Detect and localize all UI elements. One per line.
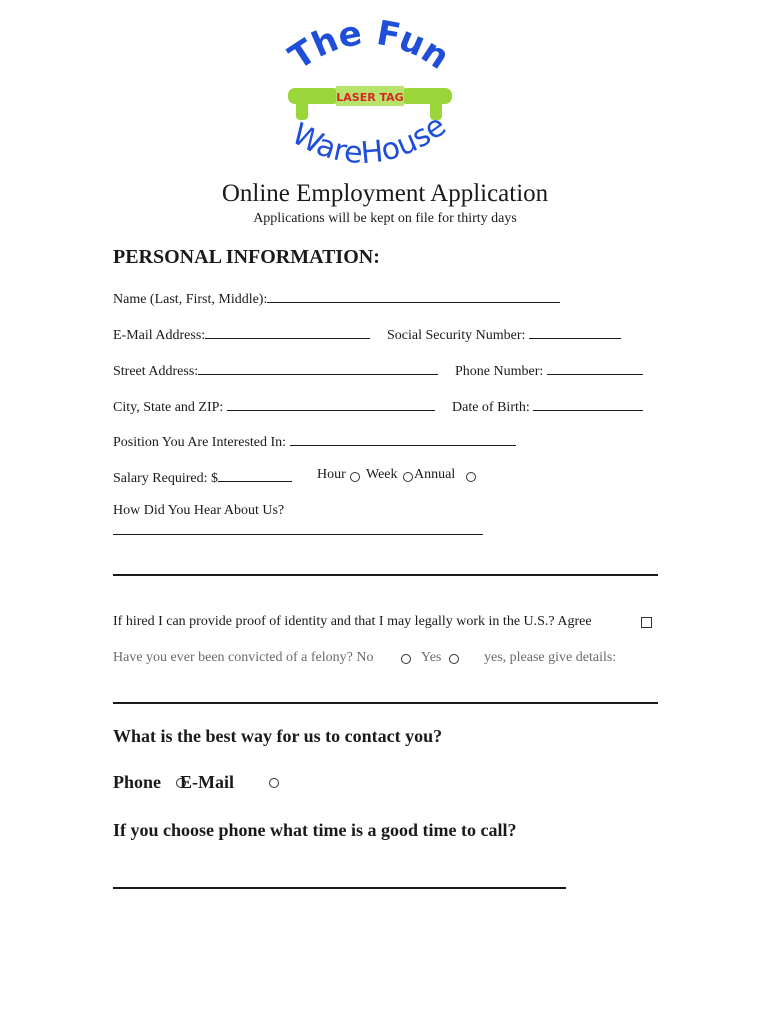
contact-question: What is the best way for us to contact you?	[113, 726, 443, 746]
street-row	[113, 360, 438, 380]
felony-no-radio[interactable]	[401, 654, 411, 664]
felony-yes-radio[interactable]	[449, 654, 459, 664]
email-row	[113, 324, 370, 344]
personal-info-heading: PERSONAL INFORMATION:	[113, 246, 380, 268]
hour-radio[interactable]	[350, 472, 360, 482]
dob-row	[452, 396, 643, 416]
email-field[interactable]	[205, 324, 370, 339]
dob-label: Date of Birth:	[452, 400, 530, 415]
position-row	[113, 431, 516, 451]
page-title: Online Employment Application	[221, 180, 549, 207]
logo-badge: LASER TAG	[336, 91, 404, 104]
page-subtitle: Applications will be kept on file for thirty days	[253, 211, 517, 226]
name-label: Name (Last, First, Middle):	[113, 292, 268, 307]
annual-label: Annual	[414, 467, 456, 482]
name-field[interactable]	[267, 288, 560, 303]
street-field[interactable]	[198, 360, 438, 375]
week-radio[interactable]	[403, 472, 413, 482]
city-row	[113, 396, 435, 416]
email-label: E-Mail Address:	[113, 328, 206, 343]
ssn-label: Social Security Number:	[387, 328, 526, 343]
name-row	[113, 288, 560, 308]
salary-row	[113, 467, 292, 487]
laser-tag-logo-graphic	[270, 20, 470, 190]
salary-field[interactable]	[218, 467, 292, 482]
phone-field[interactable]	[547, 360, 643, 375]
section-divider	[113, 702, 658, 704]
proof-label: If hired I can provide proof of identity and that I may legally work in the U.S.? Agree	[113, 614, 592, 629]
city-field[interactable]	[227, 396, 435, 411]
logo-line1: The Fun	[281, 20, 457, 78]
call-time-question: If you choose phone what time is a good time to call?	[113, 820, 517, 840]
street-label: Street Address:	[113, 364, 199, 379]
felony-yes-label: Yes	[421, 650, 442, 665]
agree-checkbox[interactable]	[641, 617, 652, 628]
ssn-field[interactable]	[529, 324, 621, 339]
felony-label: Have you ever been convicted of a felony? No	[113, 650, 374, 665]
position-label: Position You Are Interested In:	[113, 435, 287, 450]
hear-field[interactable]	[113, 534, 483, 535]
hear-label: How Did You Hear About Us?	[113, 503, 285, 518]
contact-phone-label: Phone	[113, 772, 162, 792]
felony-details-label: yes, please give details:	[484, 650, 617, 665]
call-time-field[interactable]	[113, 887, 566, 889]
salary-label: Salary Required: $	[113, 471, 218, 486]
position-field[interactable]	[290, 431, 516, 446]
week-label: Week	[366, 467, 398, 482]
dob-field[interactable]	[533, 396, 643, 411]
logo-line2: WareHouse	[286, 108, 453, 172]
annual-radio[interactable]	[466, 472, 476, 482]
contact-email-radio[interactable]	[269, 778, 279, 788]
phone-label: Phone Number:	[455, 364, 544, 379]
hour-label: Hour	[317, 467, 346, 482]
section-divider	[113, 574, 658, 576]
phone-row	[455, 360, 643, 380]
ssn-row	[387, 324, 621, 344]
contact-email-label: E-Mail	[180, 772, 234, 792]
company-logo	[270, 20, 470, 190]
city-label: City, State and ZIP:	[113, 400, 224, 415]
